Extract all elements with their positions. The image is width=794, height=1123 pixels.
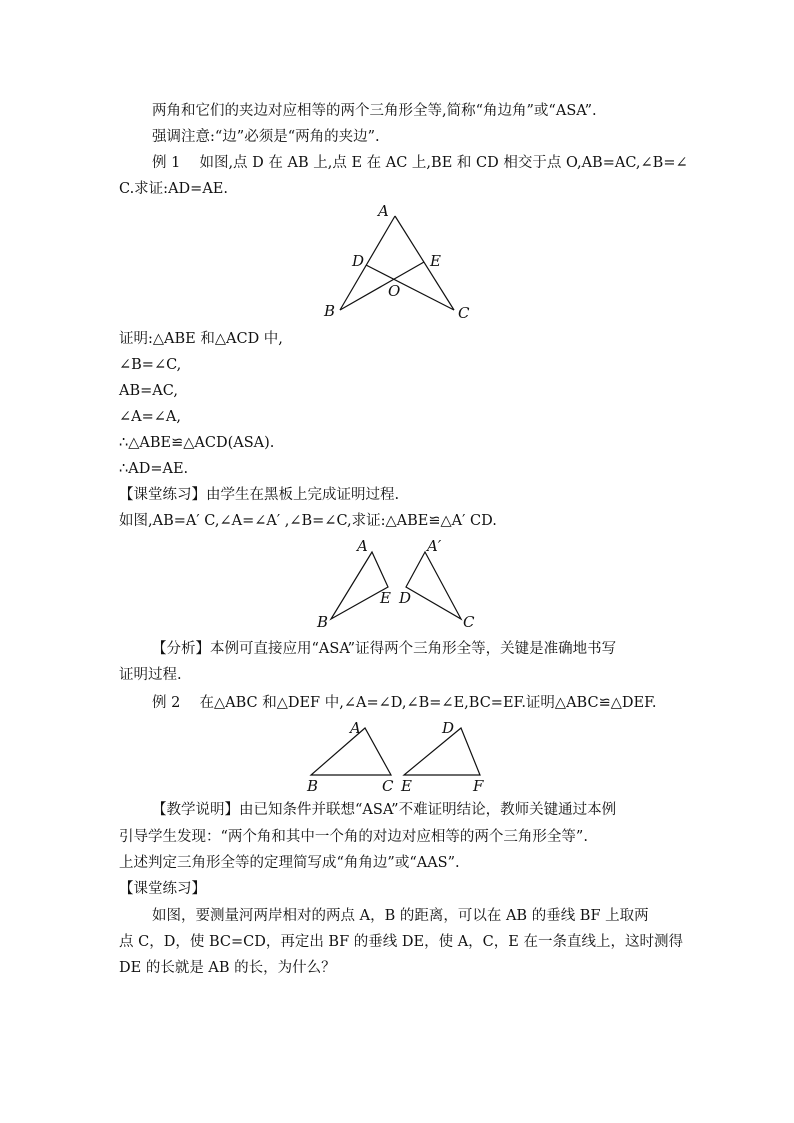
label-c: C: [382, 777, 394, 795]
proof-step-5: ∴AD=AE.: [119, 461, 189, 477]
label-e: E: [380, 589, 391, 607]
river-question-line2: 点 C，D，使 BC=CD，再定出 BF 的垂线 DE，使 A，C，E 在一条直线上，这时测得: [119, 934, 683, 950]
label-a: A: [350, 719, 361, 737]
label-f: F: [473, 777, 484, 795]
river-question-line3: DE 的长就是 AB 的长，为什么？: [119, 960, 336, 976]
figure-two-triangles-abe-acd: [315, 535, 485, 635]
triangle-a2dc: [406, 552, 461, 619]
proof-step-1: ∠B=∠C,: [119, 357, 182, 373]
segment-ac: [395, 216, 454, 310]
analysis-line1: 【分析】本例可直接应用“ASA”证得两个三角形全等，关键是准确地书写: [152, 641, 617, 657]
example2-text: 例 2 在△ABC 和△DEF 中,∠A=∠D,∠B=∠E,BC=EF.证明△ABC≌△DEF.: [152, 695, 657, 711]
practice1-title: 【课堂练习】由学生在黑板上完成证明过程.: [119, 487, 400, 503]
label-b: B: [324, 302, 336, 320]
figure-triangle-abc-dceo: [320, 200, 480, 325]
asa-theorem-text: 两角和它们的夹边对应相等的两个三角形全等,简称“角边角”或“ASA”.: [152, 103, 597, 119]
figure-triangles-abc-def: [303, 715, 493, 795]
practice2-title: 【课堂练习】: [119, 881, 206, 897]
label-e: E: [401, 777, 412, 795]
label-d: D: [352, 252, 365, 270]
label-e: E: [430, 252, 441, 270]
label-b: B: [307, 777, 319, 795]
proof-step-4: ∴△ABE≌△ACD(ASA).: [119, 435, 275, 451]
river-question-line1: 如图，要测量河两岸相对的两点 A，B 的距离，可以在 AB 的垂线 BF 上取两: [152, 908, 649, 924]
label-c: C: [458, 304, 470, 322]
proof-step-3: ∠A=∠A,: [119, 409, 182, 425]
example1-line2: C.求证:AD=AE.: [119, 181, 228, 197]
segment-ab: [340, 216, 395, 310]
label-o: O: [388, 282, 401, 300]
example1-line1: 例 1 如图,点 D 在 AB 上,点 E 在 AC 上,BE 和 CD 相交于点 O,AB=AC,∠B=∠: [152, 155, 688, 171]
label-b: B: [317, 613, 329, 631]
analysis-line2: 证明过程.: [119, 667, 182, 683]
label-a: A: [357, 537, 368, 555]
label-c: C: [463, 613, 475, 631]
proof-step-2: AB=AC,: [119, 383, 178, 399]
teaching-note-line1: 【教学说明】由已知条件并联想“ASA”不难证明结论，教师关键通过本例: [152, 802, 617, 818]
practice1-question: 如图,AB=A′ C,∠A=∠A′ ,∠B=∠C,求证:△ABE≌△A′ CD.: [119, 513, 497, 529]
label-a-prime: A′: [427, 537, 442, 555]
emphasis-text: 强调注意:“边”必须是“两角的夹边”.: [152, 129, 380, 145]
label-d: D: [442, 719, 455, 737]
label-a: A: [378, 202, 389, 220]
triangle-abe: [331, 552, 388, 619]
label-d: D: [399, 589, 412, 607]
teaching-note-line2: 引导学生发现：“两个角和其中一个角的对边对应相等的两个三角形全等”.: [119, 829, 588, 845]
aas-text: 上述判定三角形全等的定理简写成“角角边”或“AAS”.: [119, 855, 460, 871]
proof-intro: 证明:△ABE 和△ACD 中,: [119, 331, 283, 347]
